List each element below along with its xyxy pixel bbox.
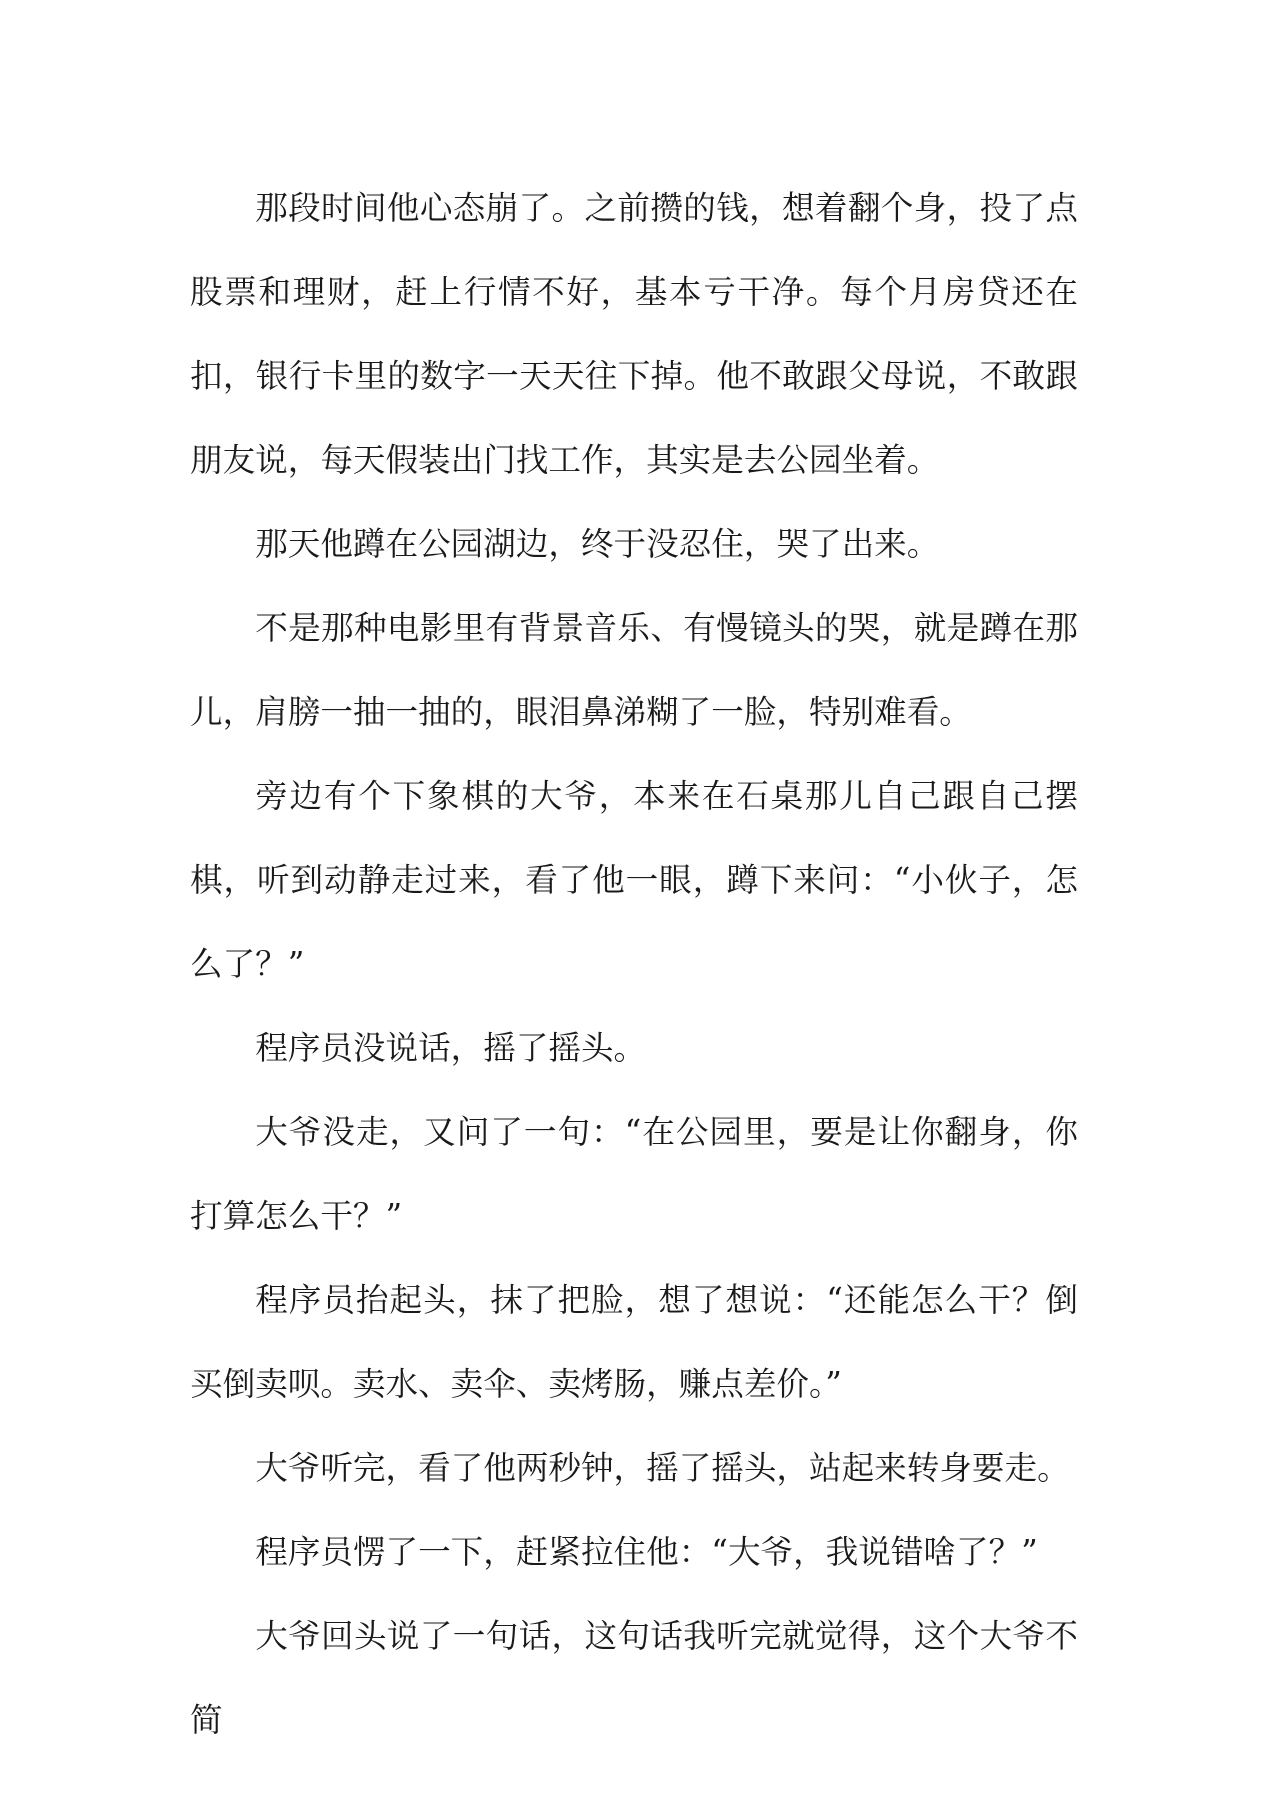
paragraph-7: 程序员抬起头，抹了把脸，想了想说：“还能怎么干？倒买倒卖呗。卖水、卖伞、卖烤肠，赚点差价。” <box>190 1281 1078 1403</box>
paragraph-1: 那段时间他心态崩了。之前攒的钱，想着翻个身，投了点股票和理财，赶上行情不好，基本亏干净。每个月房贷还在扣，银行卡里的数字一天天往下掉。他不敢跟父母说，不敢跟朋友说，每天假装出门找工作，其实是去公园坐着。 <box>190 189 1078 479</box>
paragraph-3: 不是那种电影里有背景音乐、有慢镜头的哭，就是蹲在那儿，肩膀一抽一抽的，眼泪鼻涕糊了一脸，特别难看。 <box>190 609 1078 731</box>
paragraph-8: 大爷听完，看了他两秒钟，摇了摇头，站起来转身要走。 <box>255 1449 1070 1487</box>
paragraph-2: 那天他蹲在公园湖边，终于没忍住，哭了出来。 <box>255 525 940 563</box>
paragraph-5: 程序员没说话，摇了摇头。 <box>255 1029 647 1067</box>
paragraph-9: 程序员愣了一下，赶紧拉住他：“大爷，我说错啥了？” <box>255 1533 1038 1571</box>
paragraph-10: 大爷回头说了一句话，这句话我听完就觉得，这个大爷不简 <box>190 1617 1078 1739</box>
paragraph-4: 旁边有个下象棋的大爷，本来在石桌那儿自己跟自己摆棋，听到动静走过来，看了他一眼，蹲下来问：“小伙子，怎么了？” <box>190 777 1078 983</box>
paragraph-6: 大爷没走，又问了一句：“在公园里，要是让你翻身，你打算怎么干？” <box>190 1113 1078 1235</box>
body-text <box>190 166 1078 1762</box>
